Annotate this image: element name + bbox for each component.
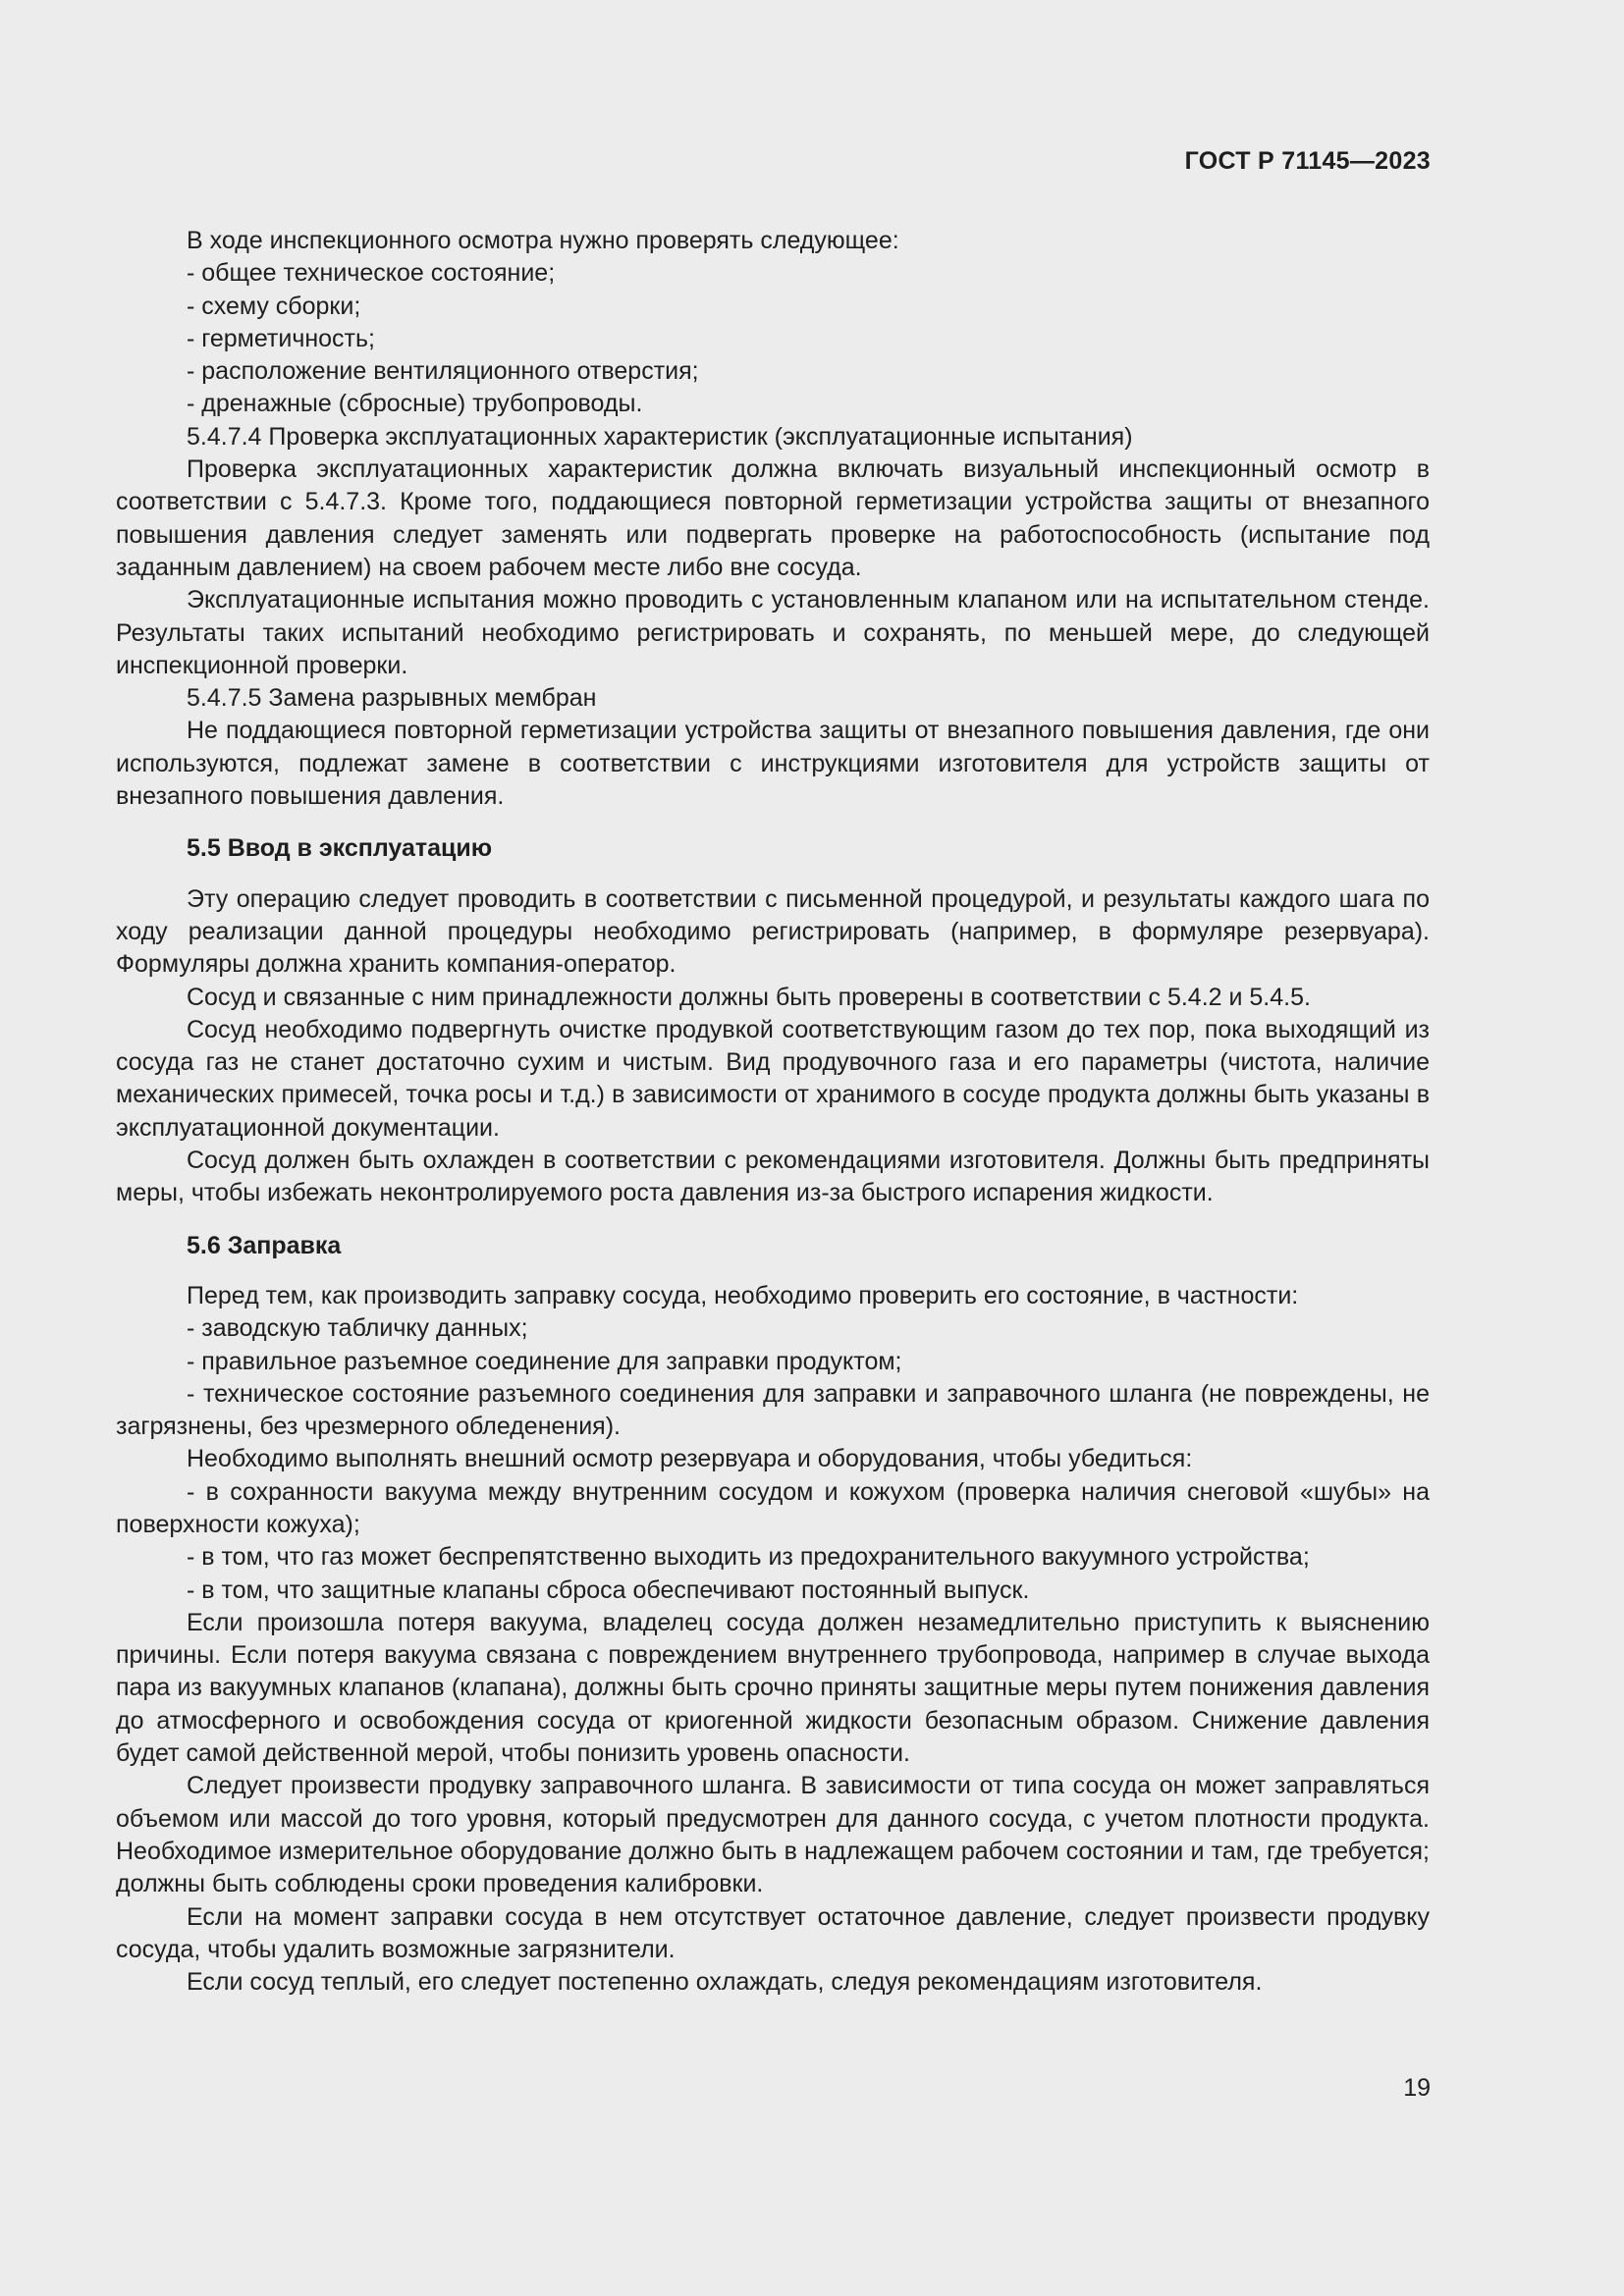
- paragraph: Если на момент заправки сосуда в нем отсутствует остаточное давление, следует произвести продувку сосуда, чтобы удалить возможные загрязнители.: [116, 1902, 1430, 1963]
- list-item: - схему сборки;: [187, 292, 361, 320]
- list-item: - заводскую табличку данных;: [187, 1314, 528, 1343]
- section-heading: 5.6 Заправка: [187, 1231, 342, 1259]
- paragraph: Необходимо выполнять внешний осмотр резервуара и оборудования, чтобы убедиться:: [187, 1445, 1193, 1473]
- paragraph: Сосуд необходимо подвергнуть очистке продувкой соответствующим газом до тех пор, пока выходящий из сосуда газ не станет достаточно сухим и чистым. Вид продувочного газа и его параметры (чистота, наличие механических примесей, точка росы и т.д.) в зависимости от хранимого в сосуде продукта должны быть указаны в эксплуатационной документации.: [116, 1015, 1430, 1142]
- document-body: [116, 225, 1430, 1999]
- list-item: - техническое состояние разъемного соединения для заправки и заправочного шланга (не повреждены, не загрязнены, без чрезмерного обледенения).: [116, 1379, 1430, 1441]
- list-item: - общее техническое состояние;: [187, 259, 556, 288]
- list-item: - герметичность;: [187, 324, 375, 352]
- paragraph: Эксплуатационные испытания можно проводить с установленным клапаном или на испытательном стенде. Результаты таких испытаний необходимо регистрировать и сохранять, по меньшей мере, до следующей инспекционной проверки.: [116, 586, 1430, 679]
- page-number: 19: [1403, 2074, 1431, 2102]
- paragraph: Следует произвести продувку заправочного шланга. В зависимости от типа сосуда он может заправляться объемом или массой до того уровня, который предусмотрен для данного сосуда, с учетом плотности продукта. Необходимое измерительное оборудование должно быть в надлежащем рабочем состоянии и там, где требуется; должны быть соблюдены сроки проведения калибровки.: [116, 1772, 1430, 1898]
- section-heading: 5.5 Ввод в эксплуатацию: [187, 834, 493, 863]
- paragraph: Не поддающиеся повторной герметизации устройства защиты от внезапного повышения давления, где они используются, подлежат замене в соответствии с инструкциями изготовителя для устройств защиты от внезапного повышения давления.: [116, 717, 1430, 811]
- subsection-title: 5.4.7.4 Проверка эксплуатационных характеристик (эксплуатационные испытания): [187, 422, 1133, 451]
- list-item: - в том, что защитные клапаны сброса обеспечивают постоянный выпуск.: [187, 1575, 1030, 1604]
- paragraph: В ходе инспекционного осмотра нужно проверять следующее:: [187, 227, 899, 254]
- subsection-title: 5.4.7.5 Замена разрывных мембран: [187, 684, 597, 713]
- paragraph: Проверка эксплуатационных характеристик должна включать визуальный инспекционный осмотр в соответствии с 5.4.7.3. Кроме того, поддающиеся повторной герметизации устройства защиты от внезапного повышения давления следует заменять или подвергать проверке на работоспособность (испытание под заданным давлением) на своем рабочем месте либо вне сосуда.: [116, 455, 1430, 581]
- list-item: - в сохранности вакуума между внутренним сосудом и кожухом (проверка наличия снеговой «шубы» на поверхности кожуха);: [116, 1477, 1430, 1538]
- paragraph: Если сосуд теплый, его следует постепенно охлаждать, следуя рекомендациям изготовителя.: [187, 1968, 1263, 1997]
- list-item: - в том, что газ может беспрепятственно выходить из предохранительного вакуумного устройства;: [187, 1543, 1310, 1572]
- document-id: ГОСТ Р 71145—2023: [1184, 147, 1431, 175]
- list-item: - правильное разъемное соединение для заправки продуктом;: [187, 1347, 902, 1375]
- paragraph: Сосуд и связанные с ним принадлежности должны быть проверены в соответствии с 5.4.2 и 5.4.5.: [187, 983, 1311, 1011]
- list-item: - расположение вентиляционного отверстия;: [187, 357, 699, 386]
- paragraph: Перед тем, как производить заправку сосуда, необходимо проверить его состояние, в частности:: [187, 1281, 1299, 1309]
- paragraph: Если произошла потеря вакуума, владелец сосуда должен незамедлительно приступить к выяснению причины. Если потеря вакуума связана с повреждением внутреннего трубопровода, например в случае выхода пара из вакуумных клапанов (клапана), должны быть срочно приняты защитные меры путем понижения давления до атмосферного и освобождения сосуда от криогенной жидкости безопасным образом. Снижение давления будет самой действенной мерой, чтобы понизить уровень опасности.: [116, 1608, 1430, 1768]
- paragraph: Сосуд должен быть охлажден в соответствии с рекомендациями изготовителя. Должны быть предприняты меры, чтобы избежать неконтролируемого роста давления из-за быстрого испарения жидкости.: [116, 1147, 1430, 1207]
- paragraph: Эту операцию следует проводить в соответствии с письменной процедурой, и результаты каждого шага по ходу реализации данной процедуры необходимо регистрировать (например, в формуляре резервуара). Формуляры должна хранить компания-оператор.: [116, 884, 1430, 979]
- list-item: - дренажные (сбросные) трубопроводы.: [187, 390, 643, 418]
